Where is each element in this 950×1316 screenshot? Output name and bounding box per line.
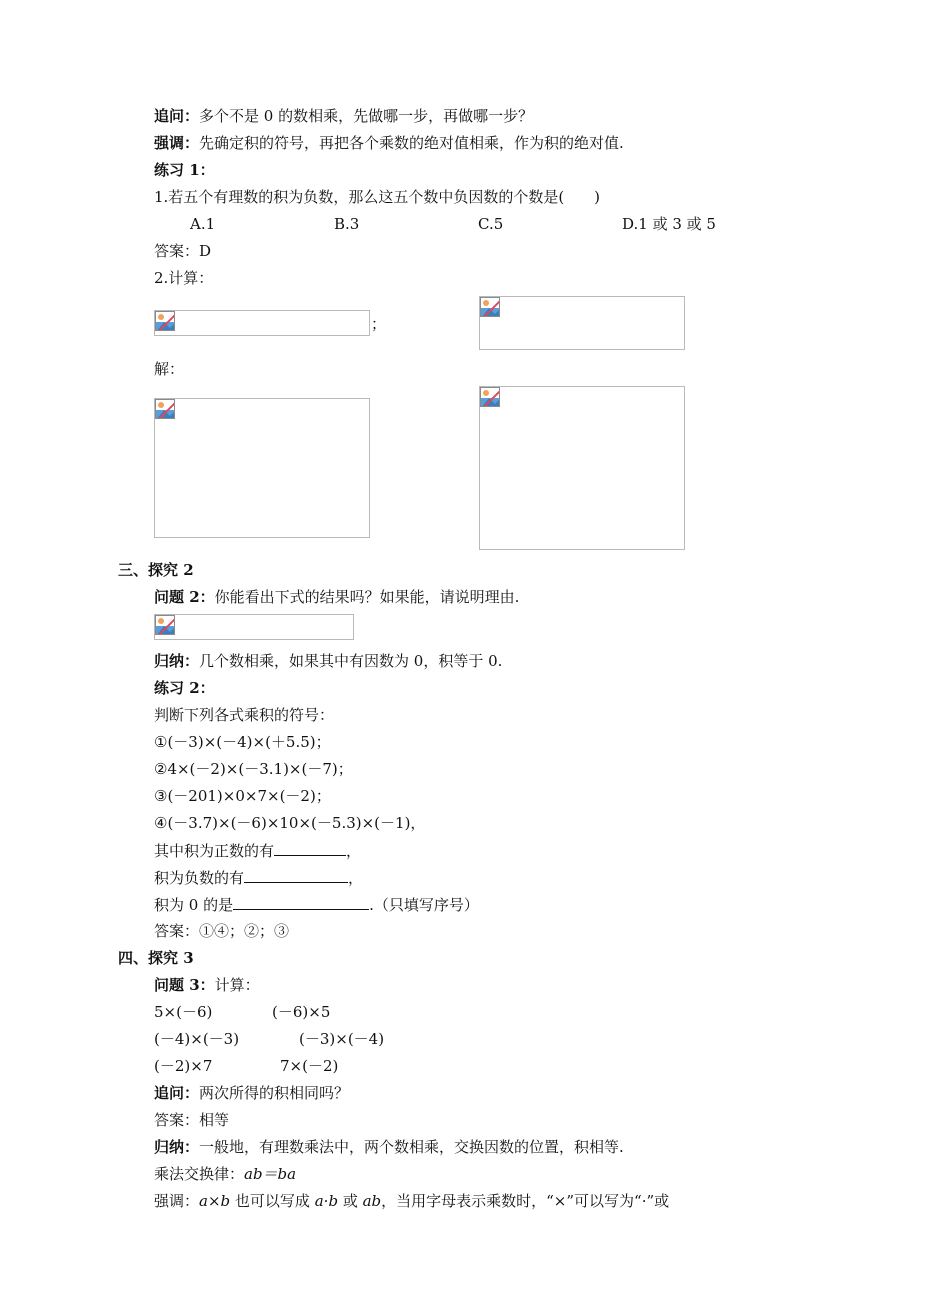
practice-2-instruction: 判断下列各式乘积的符号：: [154, 706, 335, 724]
emphasis-2: [154, 1191, 669, 1211]
broken-image-problem-2: [154, 614, 354, 640]
emphasis-text: ，当用字母表示乘数时，“×”可以写为“·”或: [381, 1192, 670, 1210]
summary-1: [154, 651, 502, 671]
practice-2-answer: 答案：①④；②；③: [154, 922, 290, 940]
times-sign: ×: [207, 1192, 221, 1210]
follow-up-label: 追问：: [154, 107, 200, 125]
practice-2-title: 练习 2：: [154, 679, 215, 697]
dot-sign: ·: [323, 1192, 329, 1210]
option-c: C.5: [478, 215, 504, 233]
negative-suffix: ，: [348, 869, 364, 887]
emphasis-1: [154, 133, 624, 153]
solution-label: 解：: [154, 360, 185, 378]
practice-2-item: ①(－3)×(－4)×(＋5.5)；: [154, 733, 331, 751]
law-formula: ab＝ba: [244, 1165, 297, 1183]
emphasis-label: 强调：: [154, 134, 200, 152]
option-d: D.1 或 3 或 5: [622, 215, 716, 233]
practice-1-title: 练习 1：: [154, 161, 215, 179]
negative-product-line: [154, 867, 363, 888]
broken-image-icon: [155, 311, 175, 331]
summary-label: 归纳：: [154, 652, 200, 670]
var-a: a: [314, 1192, 324, 1210]
broken-image-icon: [155, 399, 175, 419]
negative-blank: [244, 867, 348, 883]
section-3-heading: 三、探究 2: [118, 561, 194, 579]
expression-separator: ；: [371, 315, 387, 333]
var-b: b: [220, 1192, 231, 1210]
broken-image-solution-2: [479, 386, 685, 550]
practice-1-question: 1.若五个有理数的积为负数，那么这五个数中负因数的个数是( ): [154, 188, 601, 206]
emphasis-text: 先确定积的符号，再把各个乘数的绝对值相乘，作为积的绝对值.: [199, 134, 624, 152]
zero-prefix: 积为 0 的是: [154, 896, 234, 914]
summary-text: 几个数相乘，如果其中有因数为 0，积等于 0.: [199, 652, 503, 670]
follow-up-question-1: [154, 106, 533, 126]
emphasis-label: 强调：: [154, 1192, 200, 1210]
practice-2-item: ④(－3.7)×(－6)×10×(－5.3)×(－1)，: [154, 814, 426, 832]
problem-3: [154, 975, 260, 995]
negative-prefix: 积为负数的有: [154, 869, 245, 887]
zero-suffix: .（只填写序号）: [369, 896, 479, 914]
option-b: B.3: [334, 215, 360, 233]
practice-1-options: [154, 214, 754, 234]
problem-2-label: 问题 2：: [154, 588, 215, 606]
practice-1-item-2-label: 2.计算：: [154, 269, 214, 287]
var-ab: ab: [362, 1192, 382, 1210]
follow-up-answer: 答案：相等: [154, 1111, 230, 1129]
var-a: a: [199, 1192, 208, 1210]
emphasis-text: 也可以写成: [230, 1192, 315, 1210]
calc-left: 5×(－6): [154, 1003, 213, 1021]
calc-right: (－6)×5: [272, 1003, 331, 1021]
problem-2: [154, 587, 519, 607]
summary-text: 一般地，有理数乘法中，两个数相乘，交换因数的位置，积相等.: [199, 1138, 624, 1156]
broken-image-icon: [155, 615, 175, 635]
positive-suffix: ，: [346, 842, 362, 860]
positive-blank: [274, 840, 346, 856]
follow-up-label: 追问：: [154, 1084, 200, 1102]
practice-2-item: ②4×(－2)×(－3.1)×(－7)；: [154, 760, 353, 778]
summary-2: [154, 1137, 624, 1157]
problem-3-label: 问题 3：: [154, 976, 215, 994]
broken-image-icon: [480, 297, 500, 317]
calc-left: (－2)×7: [154, 1057, 213, 1075]
summary-label: 归纳：: [154, 1138, 200, 1156]
practice-1-answer: 答案：D: [154, 242, 212, 260]
follow-up-question-2: [154, 1083, 349, 1103]
follow-up-text: 两次所得的积相同吗？: [199, 1084, 350, 1102]
calc-row: [154, 1029, 385, 1049]
practice-2-item: ③(－201)×0×7×(－2)；: [154, 787, 331, 805]
broken-image-solution-1: [154, 398, 370, 538]
problem-3-text: 计算：: [214, 976, 260, 994]
calc-right: (－3)×(－4): [299, 1030, 385, 1048]
problem-2-text: 你能看出下式的结果吗？如果能，请说明理由.: [214, 588, 520, 606]
calc-right: 7×(－2): [280, 1057, 339, 1075]
broken-image-expression-1: [154, 310, 370, 336]
zero-blank: [233, 894, 369, 910]
var-b: b: [328, 1192, 339, 1210]
commutative-law: [154, 1164, 296, 1184]
calc-left: (－4)×(－3): [154, 1030, 240, 1048]
positive-prefix: 其中积为正数的有: [154, 842, 275, 860]
positive-product-line: [154, 840, 361, 861]
broken-image-icon: [480, 387, 500, 407]
broken-image-expression-2: [479, 296, 685, 350]
zero-product-line: [154, 894, 479, 915]
calc-row: [154, 1056, 339, 1076]
follow-up-text: 多个不是 0 的数相乘，先做哪一步，再做哪一步？: [199, 107, 534, 125]
section-4-heading: 四、探究 3: [118, 949, 194, 967]
option-a: A.1: [190, 215, 216, 233]
calc-row: [154, 1002, 331, 1022]
emphasis-text: 或: [338, 1192, 363, 1210]
law-label: 乘法交换律：: [154, 1165, 245, 1183]
